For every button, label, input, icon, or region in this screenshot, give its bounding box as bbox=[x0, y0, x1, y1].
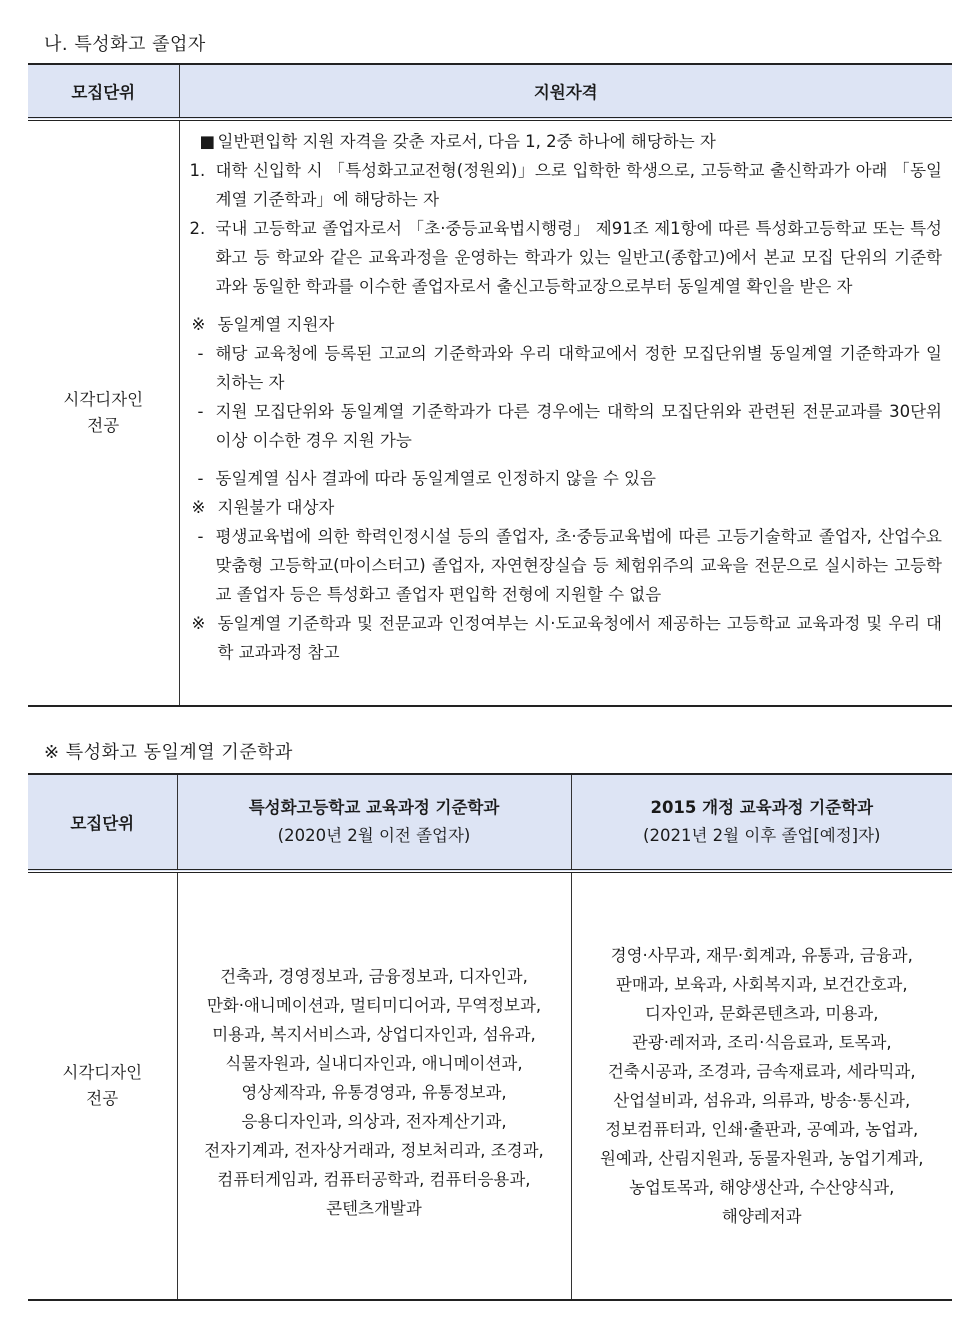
department-line: 콘텐츠개발과 bbox=[326, 1198, 422, 1218]
department-line: 건축시공과, 조경과, 금속재료과, 세라믹과, bbox=[607, 1062, 916, 1081]
department-line: 원예과, 산림지원과, 동물자원과, 농업기계과, bbox=[599, 1149, 924, 1168]
item-marker: ■ bbox=[199, 132, 216, 151]
item-text: 동일계열 기준학과 및 전문교과 인정여부는 시·도교육청에서 제공하는 고등학교 교육과정 및 우리 대학 교과과정 참고 bbox=[217, 614, 942, 662]
department-table bbox=[28, 773, 952, 1301]
item-marker: - bbox=[197, 469, 204, 488]
department-line: 만화·애니메이션과, 멀티미디어과, 무역정보과, bbox=[206, 995, 542, 1015]
unit-cell bbox=[28, 119, 179, 706]
qualification-item bbox=[190, 609, 943, 667]
header-unit: 모집단위 bbox=[28, 774, 177, 871]
header-2020-subtitle: (2020년 2월 이전 졸업자) bbox=[277, 826, 471, 845]
header-2015-curriculum bbox=[571, 774, 952, 871]
department-line: 컴퓨터게임과, 컴퓨터공학과, 컴퓨터응용과, bbox=[217, 1169, 531, 1189]
qualification-item bbox=[190, 127, 943, 156]
item-marker: - bbox=[197, 527, 204, 546]
header-unit: 모집단위 bbox=[28, 64, 179, 119]
item-marker: ※ bbox=[191, 614, 206, 633]
department-line: 전자기계과, 전자상거래과, 정보처리과, 조경과, bbox=[204, 1140, 544, 1160]
item-text: 지원 모집단위와 동일계열 기준학과가 다른 경우에는 대학의 모집단위와 관련된 전문교과를 30단위 이상 이수한 경우 지원 가능 bbox=[215, 402, 942, 450]
header-qualification: 지원자격 bbox=[179, 64, 952, 119]
table-row bbox=[28, 871, 952, 1300]
item-text: 대학 신입학 시 「특성화고교전형(정원외)」으로 입학한 학생으로, 고등학교 출신학과가 아래 「동일계열 기준학과」에 해당하는 자 bbox=[215, 161, 942, 209]
department-line: 응용디자인과, 의상과, 전자계산기과, bbox=[241, 1111, 507, 1131]
unit-line: 시각디자인 bbox=[62, 1063, 143, 1082]
unit-cell bbox=[28, 871, 177, 1300]
qualification-item bbox=[190, 397, 943, 455]
item-marker: ※ bbox=[191, 498, 206, 517]
department-line: 관광·레저과, 조리·식음료과, 토목과, bbox=[631, 1033, 892, 1052]
department-line: 디자인과, 문화콘텐츠과, 미용과, bbox=[645, 1004, 879, 1023]
qualification-item bbox=[190, 339, 943, 397]
header-2020-title: 특성화고등학교 교육과정 기준학과 bbox=[248, 798, 500, 817]
header-2015-title: 2015 개정 교육과정 기준학과 bbox=[650, 798, 874, 817]
section-title-graduates: 나. 특성화고 졸업자 bbox=[44, 34, 206, 55]
unit-line: 전공 bbox=[87, 416, 120, 435]
department-line: 농업토목과, 해양생산과, 수산양식과, bbox=[629, 1178, 895, 1197]
department-line: 정보컴퓨터과, 인쇄·출판과, 공예과, 농업과, bbox=[605, 1120, 919, 1139]
department-line: 미용과, 복지서비스과, 상업디자인과, 섬유과, bbox=[212, 1024, 536, 1044]
item-text: 일반편입학 지원 자격을 갖춘 자로서, 다음 1, 2중 하나에 해당하는 자 bbox=[217, 132, 716, 151]
item-text: 국내 고등학교 졸업자로서 「초·중등교육법시행령」 제91조 제1항에 따른 특성화고등학교 또는 특성화고 등 학교와 같은 교육과정을 운영하는 학과가 있는 일반고(종합고)에서 본교 모집 단위의 기준학과와 동일한 학과를 이수한 졸업자로서 출신고등학교장으로부터 동일계열 확인을 받은 자 bbox=[215, 219, 942, 296]
section-title-departments: ※ 특성화고 동일계열 기준학과 bbox=[44, 742, 293, 763]
item-text: 동일계열 심사 결과에 따라 동일계열로 인정하지 않을 수 있음 bbox=[215, 469, 656, 488]
departments-2020-cell bbox=[177, 871, 571, 1300]
item-text: 평생교육법에 의한 학력인정시설 등의 졸업자, 초·중등교육법에 따른 고등기술학교 졸업자, 산업수요 맞춤형 고등학교(마이스터고) 졸업자, 자연현장실습 등 체험위주의 교육을 전문으로 실시하는 고등학교 졸업자 등은 특성화고 졸업자 편입학 전형에 지원할 수 없음 bbox=[215, 527, 942, 604]
item-marker: 1. bbox=[189, 161, 206, 180]
qualification-item bbox=[190, 156, 943, 214]
unit-line: 전공 bbox=[86, 1089, 119, 1108]
department-line: 영상제작과, 유통경영과, 유통정보과, bbox=[241, 1082, 507, 1102]
qualification-item bbox=[190, 310, 943, 339]
item-marker: - bbox=[197, 402, 204, 421]
item-text: 해당 교육청에 등록된 고교의 기준학과와 우리 대학교에서 정한 모집단위별 동일계열 기준학과가 일치하는 자 bbox=[215, 344, 942, 392]
unit-line: 시각디자인 bbox=[63, 390, 144, 409]
table-header-row bbox=[28, 64, 952, 119]
eligibility-table bbox=[28, 63, 952, 707]
qualification-item bbox=[190, 464, 943, 493]
department-line: 판매과, 보육과, 사회복지과, 보건간호과, bbox=[615, 975, 908, 994]
item-marker: - bbox=[197, 344, 204, 363]
qualification-item bbox=[190, 214, 943, 301]
qualification-item bbox=[190, 493, 943, 522]
item-marker: 2. bbox=[189, 219, 206, 238]
qualification-item bbox=[190, 522, 943, 609]
item-text: 동일계열 지원자 bbox=[217, 315, 335, 334]
header-2020-curriculum bbox=[177, 774, 571, 871]
department-line: 식물자원과, 실내디자인과, 애니메이션과, bbox=[225, 1053, 523, 1073]
item-text: 지원불가 대상자 bbox=[217, 498, 335, 517]
department-line: 산업설비과, 섬유과, 의류과, 방송·통신과, bbox=[613, 1091, 911, 1110]
department-line: 경영·사무과, 재무·회계과, 유통과, 금융과, bbox=[610, 946, 913, 965]
table-header-row bbox=[28, 774, 952, 871]
item-marker: ※ bbox=[191, 315, 206, 334]
table-row bbox=[28, 119, 952, 706]
header-2015-subtitle: (2021년 2월 이후 졸업[예정]자) bbox=[643, 826, 881, 845]
department-line: 건축과, 경영정보과, 금융정보과, 디자인과, bbox=[220, 966, 528, 986]
qualification-cell bbox=[179, 119, 952, 706]
departments-2015-cell bbox=[571, 871, 952, 1300]
department-line: 해양레저과 bbox=[721, 1207, 802, 1226]
